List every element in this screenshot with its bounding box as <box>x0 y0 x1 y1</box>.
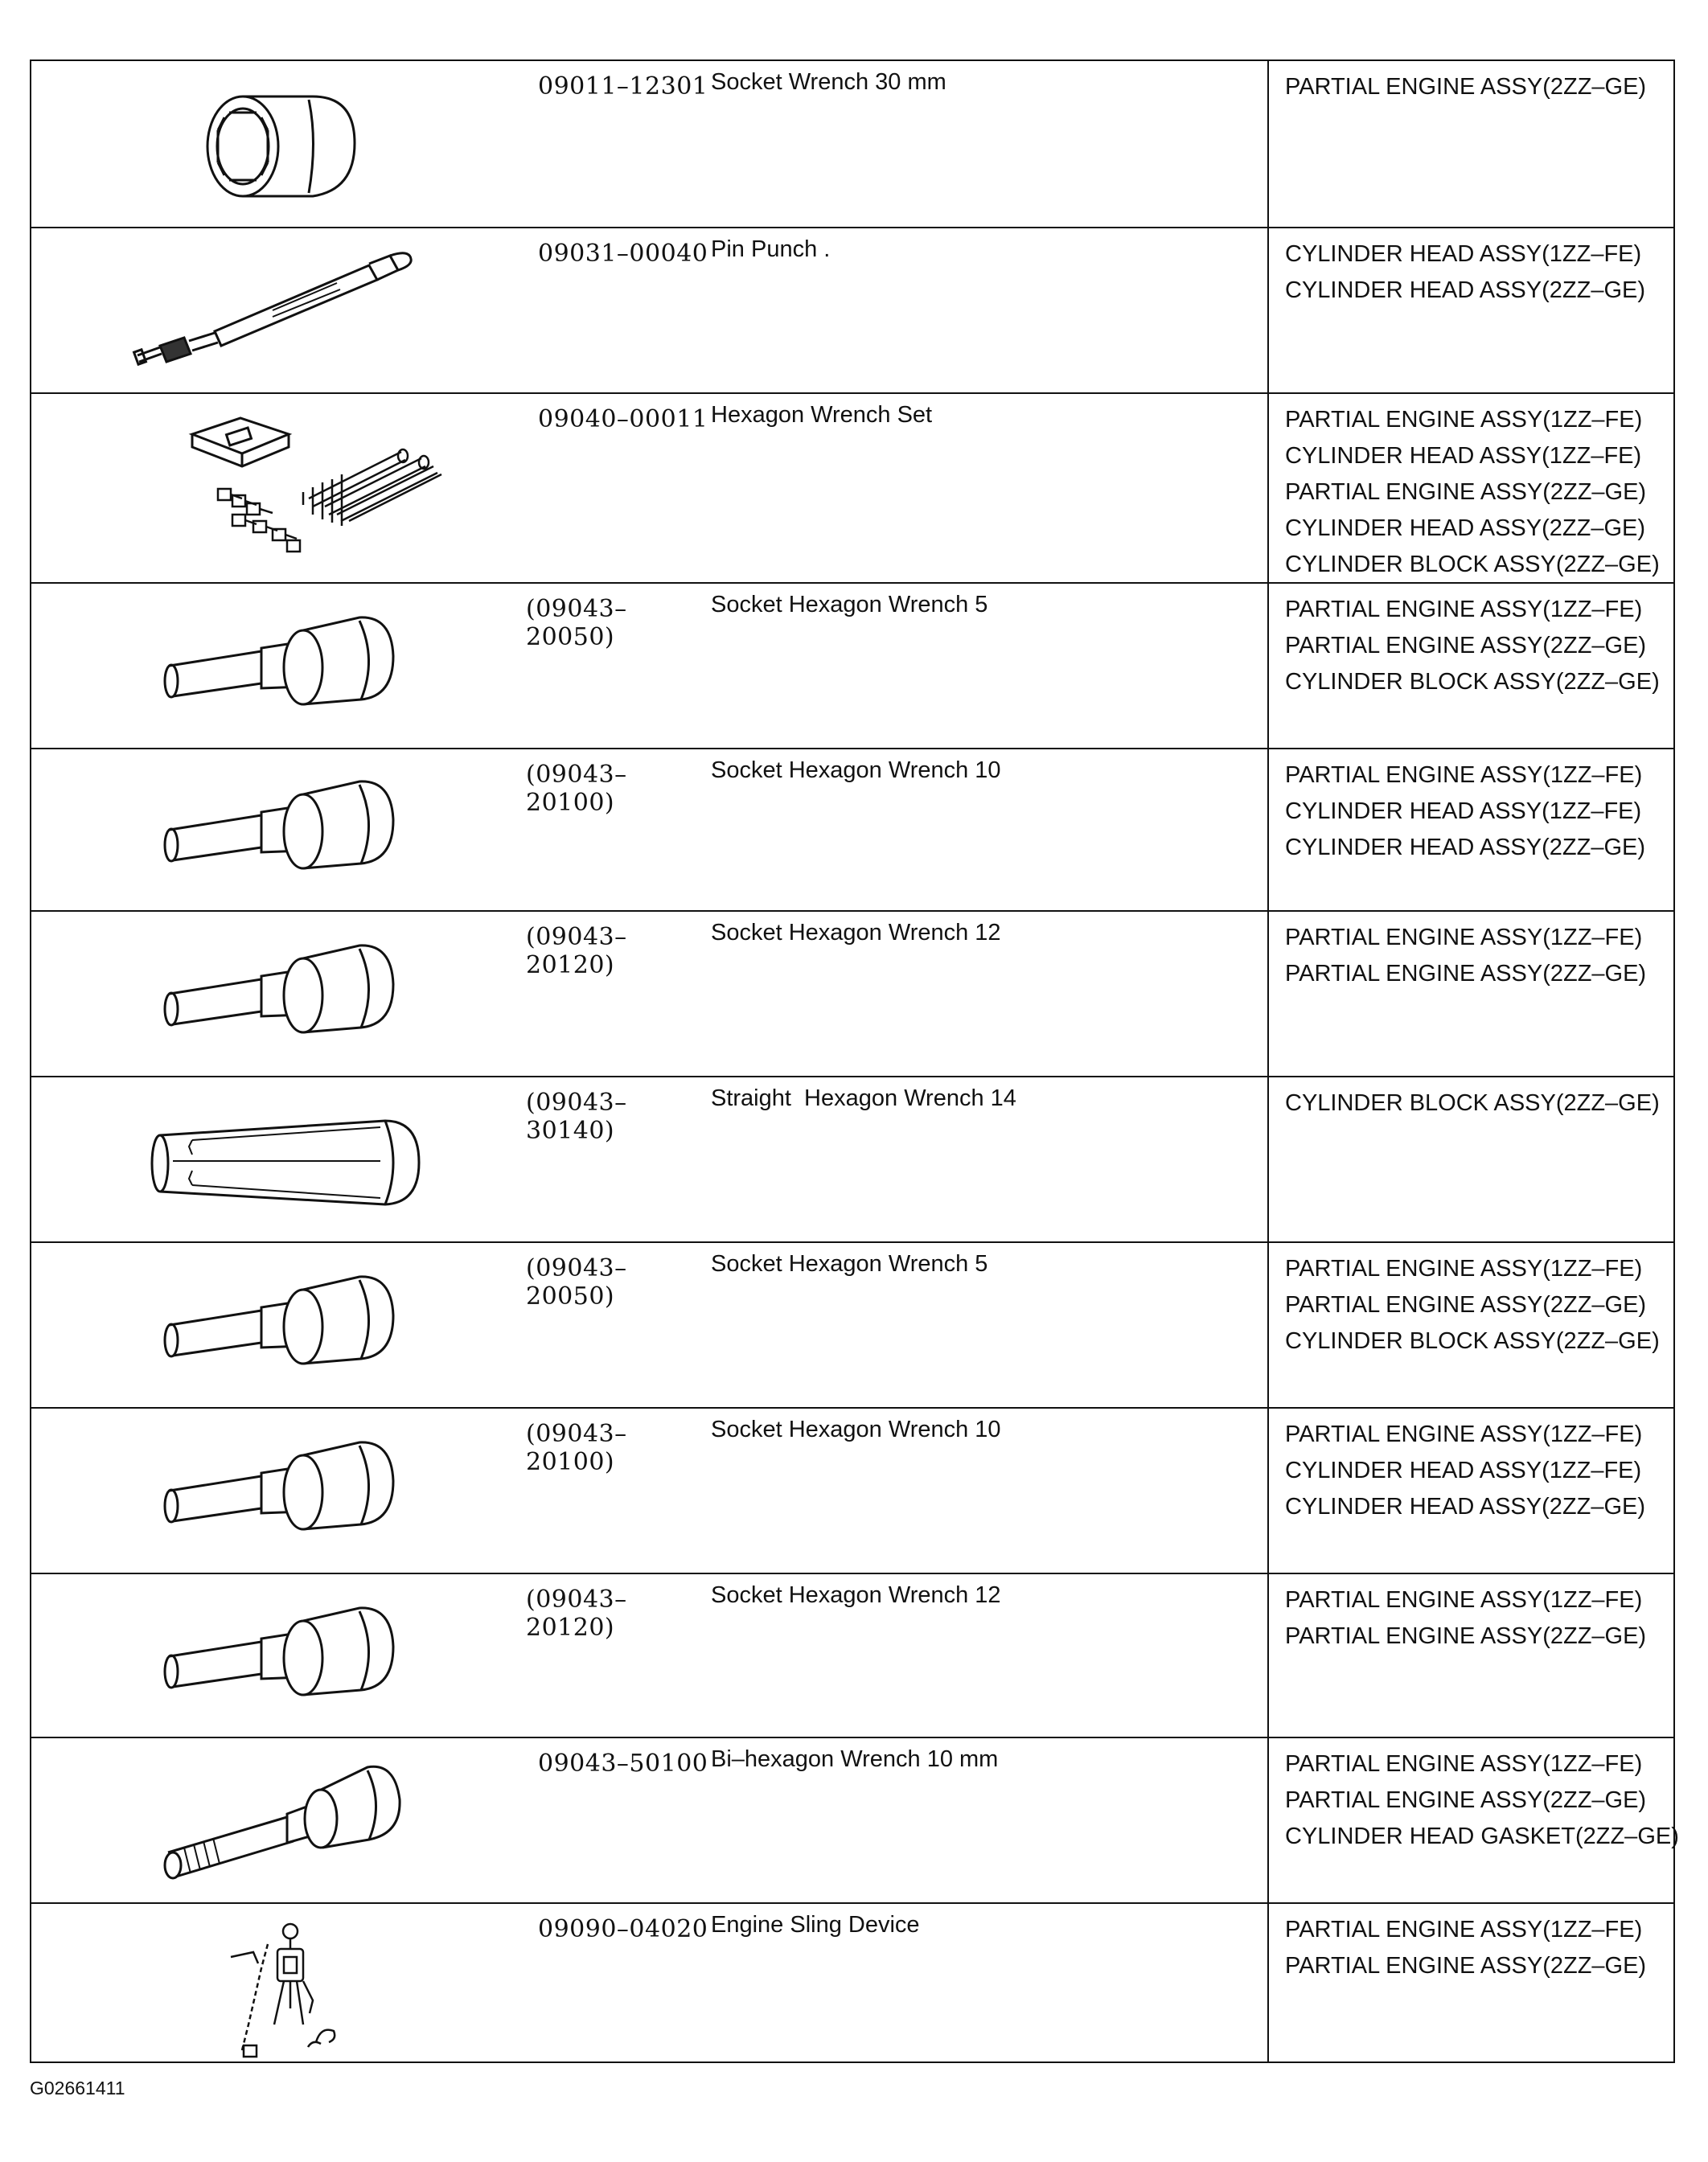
application-item: CYLINDER HEAD ASSY(1ZZ–FE) <box>1285 443 1642 469</box>
table-row <box>31 1077 1673 1243</box>
application-item: PARTIAL ENGINE ASSY(1ZZ–FE) <box>1285 597 1643 622</box>
tool-name: Socket Hexagon Wrench 12 <box>711 1582 1001 1608</box>
application-list <box>1267 1077 1673 1241</box>
application-item: CYLINDER BLOCK ASSY(2ZZ–GE) <box>1285 1328 1660 1354</box>
application-list <box>1267 1243 1673 1407</box>
tool-illustration-cell <box>31 394 506 582</box>
table-row <box>31 228 1673 394</box>
table-row <box>31 912 1673 1077</box>
part-number: (09043–30140) <box>526 1089 627 1145</box>
tool-name: Socket Hexagon Wrench 12 <box>711 920 1001 946</box>
application-list <box>1267 912 1673 1076</box>
application-item: CYLINDER HEAD ASSY(1ZZ–FE) <box>1285 1458 1642 1483</box>
tool-illustration-cell <box>31 584 506 748</box>
straight-hexagon-wrench-icon <box>31 1077 506 1241</box>
application-item: PARTIAL ENGINE ASSY(2ZZ–GE) <box>1285 1953 1647 1979</box>
tool-name: Socket Wrench 30 mm <box>711 69 946 95</box>
application-item: PARTIAL ENGINE ASSY(1ZZ–FE) <box>1285 1587 1643 1613</box>
application-item: CYLINDER BLOCK ASSY(2ZZ–GE) <box>1285 1090 1660 1116</box>
application-item: CYLINDER HEAD ASSY(2ZZ–GE) <box>1285 835 1645 860</box>
part-number: (09043–20120) <box>526 923 627 979</box>
engine-sling-device-icon <box>31 1904 506 2060</box>
application-item: CYLINDER HEAD ASSY(1ZZ–FE) <box>1285 798 1642 824</box>
part-number: 09040–00011 <box>538 405 708 433</box>
socket-wrench-30mm-icon <box>31 61 506 227</box>
application-item: PARTIAL ENGINE ASSY(2ZZ–GE) <box>1285 633 1647 658</box>
application-list <box>1267 1409 1673 1573</box>
tool-illustration-cell <box>31 1904 506 2061</box>
tool-illustration-cell <box>31 61 506 227</box>
part-number: (09043–20120) <box>526 1586 627 1642</box>
socket-hexagon-wrench-icon <box>31 1243 506 1407</box>
application-list <box>1267 584 1673 748</box>
application-item: CYLINDER HEAD ASSY(2ZZ–GE) <box>1285 277 1645 303</box>
application-item: PARTIAL ENGINE ASSY(2ZZ–GE) <box>1285 74 1647 100</box>
part-number: 09011–12301 <box>538 72 708 101</box>
tool-name: Pin Punch . <box>711 236 831 262</box>
application-item: PARTIAL ENGINE ASSY(1ZZ–FE) <box>1285 1751 1643 1777</box>
part-number: 09090–04020 <box>538 1915 708 1943</box>
application-item: CYLINDER HEAD GASKET(2ZZ–GE) <box>1285 1824 1679 1849</box>
application-list <box>1267 61 1673 227</box>
tool-illustration-cell <box>31 1243 506 1407</box>
application-item: CYLINDER HEAD ASSY(2ZZ–GE) <box>1285 1494 1645 1520</box>
table-row <box>31 1574 1673 1738</box>
tool-illustration-cell <box>31 1574 506 1737</box>
application-item: PARTIAL ENGINE ASSY(1ZZ–FE) <box>1285 925 1643 950</box>
hexagon-wrench-set-icon <box>31 394 506 582</box>
tool-illustration-cell <box>31 1409 506 1573</box>
bi-hexagon-wrench-icon <box>31 1738 506 1902</box>
tool-name: Hexagon Wrench Set <box>711 402 933 428</box>
application-item: PARTIAL ENGINE ASSY(1ZZ–FE) <box>1285 1917 1643 1943</box>
application-item: PARTIAL ENGINE ASSY(1ZZ–FE) <box>1285 1422 1643 1447</box>
application-item: PARTIAL ENGINE ASSY(1ZZ–FE) <box>1285 762 1643 788</box>
application-list <box>1267 1738 1679 1902</box>
application-list <box>1267 1574 1673 1737</box>
table-row <box>31 61 1673 228</box>
pin-punch-icon <box>31 228 506 392</box>
application-item: PARTIAL ENGINE ASSY(2ZZ–GE) <box>1285 1623 1647 1649</box>
part-number: 09043–50100 <box>538 1750 708 1778</box>
tool-illustration-cell <box>31 1077 506 1241</box>
part-number: 09031–00040 <box>538 240 708 268</box>
tool-illustration-cell <box>31 912 506 1076</box>
application-item: PARTIAL ENGINE ASSY(2ZZ–GE) <box>1285 479 1647 505</box>
application-item: PARTIAL ENGINE ASSY(1ZZ–FE) <box>1285 407 1643 433</box>
table-row <box>31 1904 1673 2061</box>
part-number: (09043–20050) <box>526 595 627 651</box>
application-item: CYLINDER HEAD ASSY(2ZZ–GE) <box>1285 515 1645 541</box>
part-number: (09043–20100) <box>526 761 627 817</box>
application-list <box>1267 394 1673 582</box>
tool-name: Straight Hexagon Wrench 14 <box>711 1085 1016 1111</box>
application-item: CYLINDER HEAD ASSY(1ZZ–FE) <box>1285 241 1642 267</box>
tool-name: Socket Hexagon Wrench 10 <box>711 1417 1001 1442</box>
application-item: PARTIAL ENGINE ASSY(2ZZ–GE) <box>1285 1787 1647 1813</box>
socket-hexagon-wrench-icon <box>31 584 506 748</box>
application-list <box>1267 749 1673 910</box>
application-item: PARTIAL ENGINE ASSY(2ZZ–GE) <box>1285 961 1647 987</box>
tool-illustration-cell <box>31 1738 506 1902</box>
tool-name: Engine Sling Device <box>711 1912 920 1938</box>
application-item: CYLINDER BLOCK ASSY(2ZZ–GE) <box>1285 552 1660 577</box>
tool-name: Socket Hexagon Wrench 5 <box>711 592 988 617</box>
application-item: PARTIAL ENGINE ASSY(2ZZ–GE) <box>1285 1292 1647 1318</box>
tool-illustration-cell <box>31 228 506 392</box>
part-number: (09043–20100) <box>526 1420 627 1476</box>
table-row <box>31 1243 1673 1409</box>
table-row <box>31 394 1673 584</box>
application-list <box>1267 1904 1673 2061</box>
figure-code: G02661411 <box>30 2078 125 2098</box>
socket-hexagon-wrench-icon <box>31 912 506 1076</box>
table-row <box>31 584 1673 749</box>
application-list <box>1267 228 1673 392</box>
table-row <box>31 1738 1679 1904</box>
part-number: (09043–20050) <box>526 1254 627 1311</box>
socket-hexagon-wrench-icon <box>31 749 506 910</box>
tool-illustration-cell <box>31 749 506 910</box>
socket-hexagon-wrench-icon <box>31 1409 506 1573</box>
socket-hexagon-wrench-icon <box>31 1574 506 1737</box>
sst-table <box>30 59 1679 2063</box>
application-item: CYLINDER BLOCK ASSY(2ZZ–GE) <box>1285 669 1660 695</box>
application-item: PARTIAL ENGINE ASSY(1ZZ–FE) <box>1285 1256 1643 1282</box>
table-row <box>31 1409 1673 1574</box>
tool-name: Bi–hexagon Wrench 10 mm <box>711 1746 999 1772</box>
tool-name: Socket Hexagon Wrench 5 <box>711 1251 988 1277</box>
table-row <box>31 749 1673 912</box>
tool-name: Socket Hexagon Wrench 10 <box>711 757 1001 783</box>
